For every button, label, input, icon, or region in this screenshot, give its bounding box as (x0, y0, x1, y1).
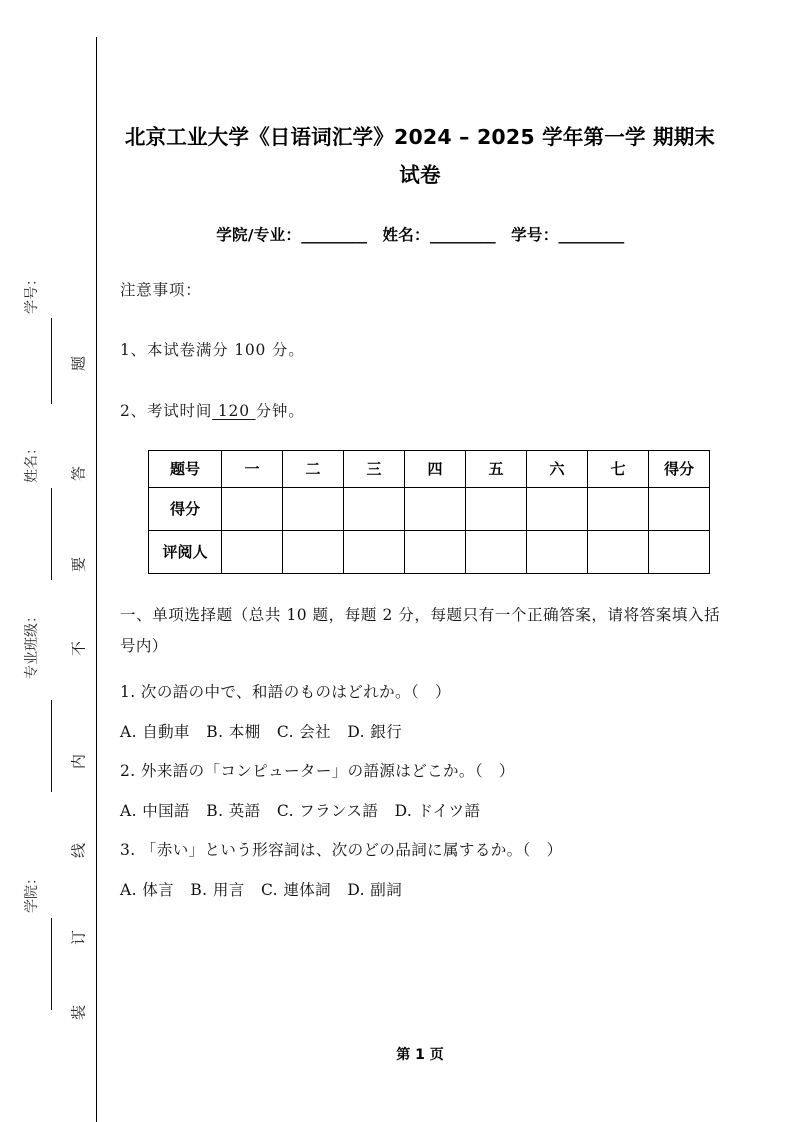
question-2-option-d[interactable]: D. ドイツ語 (394, 802, 481, 820)
score-table-header-6: 六 (527, 450, 588, 487)
seal-field-label-class: 专业班级： (24, 609, 40, 679)
question-1-option-b[interactable]: B. 本棚 (206, 723, 261, 741)
score-table-header-4: 四 (405, 450, 466, 487)
section-one-heading: 一、单项选择题（总共 10 题，每题 2 分，每题只有一个正确答案，请将答案填入括号内） (120, 605, 720, 655)
score-cell-1-5[interactable] (527, 530, 588, 573)
seal-inner-char-3: 不 (69, 641, 88, 657)
score-table-header-1: 一 (222, 450, 283, 487)
score-table-header-3: 三 (344, 450, 405, 487)
sealing-line-margin (0, 0, 110, 1122)
seal-field-label-student-id: 学号： (24, 272, 40, 314)
score-cell-1-7[interactable] (649, 530, 710, 573)
seal-field-label-name: 姓名： (24, 441, 40, 483)
sealing-line-vertical-rule (96, 37, 97, 1122)
score-table-header-2: 二 (283, 450, 344, 487)
score-cell-1-0[interactable] (222, 530, 283, 573)
notes-item-2 (120, 404, 720, 420)
student-id-label: 学号： (511, 226, 559, 244)
seal-inner-char-2: 要 (69, 557, 88, 573)
seal-field-rule-name (51, 488, 52, 580)
score-cell-1-1[interactable] (283, 530, 344, 573)
notes-item-2-prefix: 2、考试时间 (120, 402, 213, 420)
score-cell-0-5[interactable] (527, 487, 588, 530)
question-2-options (120, 804, 720, 820)
question-3-options (120, 883, 720, 899)
exam-title-line-2: 期期末试卷 (399, 125, 716, 187)
seal-field-rule-college (51, 918, 52, 1010)
score-row-label-grader: 评阅人 (149, 530, 222, 573)
score-cell-0-1[interactable] (283, 487, 344, 530)
page-number-footer: 第 1 页 (396, 1047, 444, 1063)
notes-item-2-suffix: 分钟。 (255, 402, 305, 420)
score-table-header-5: 五 (466, 450, 527, 487)
student-identity-line (120, 223, 720, 245)
page-title (120, 0, 720, 194)
exam-paper-body (120, 0, 720, 899)
score-cell-1-2[interactable] (344, 530, 405, 573)
question-2-option-c[interactable]: C. フランス語 (276, 802, 379, 820)
score-table-header-0: 题号 (149, 450, 222, 487)
college-major-blank[interactable]: _________ (301, 226, 367, 244)
question-3-option-d[interactable]: D. 副詞 (347, 881, 403, 899)
question-2-option-b[interactable]: B. 英語 (206, 802, 261, 820)
question-1-stem: 1. 次の語の中で、和語のものはどれか。（ ） (120, 682, 451, 701)
question-2-option-a[interactable]: A. 中国語 (120, 802, 190, 820)
table-row (149, 487, 710, 530)
notes-item-1: 1、本试卷满分 100 分。 (120, 340, 305, 359)
student-id-blank[interactable]: _________ (558, 226, 624, 244)
exam-title-line-1: 北京工业大学《日语词汇学》2024 – 2025 学年第一学 (124, 125, 646, 149)
seal-field-rule-class (51, 700, 52, 792)
seal-inner-char-5: 线 (69, 843, 88, 859)
name-blank[interactable]: _________ (429, 226, 496, 244)
score-cell-0-7[interactable] (649, 487, 710, 530)
score-cell-0-0[interactable] (222, 487, 283, 530)
score-table-header-7: 七 (588, 450, 649, 487)
score-table (148, 450, 710, 574)
college-major-label: 学院/专业： (216, 226, 302, 244)
score-cell-0-3[interactable] (405, 487, 466, 530)
score-cell-0-6[interactable] (588, 487, 649, 530)
score-cell-1-3[interactable] (405, 530, 466, 573)
question-1-option-a[interactable]: A. 自動車 (120, 723, 190, 741)
section-one (120, 600, 720, 899)
seal-inner-char-1: 答 (69, 466, 88, 482)
name-label: 姓名： (382, 226, 430, 244)
score-table-header-8: 得分 (649, 450, 710, 487)
seal-inner-char-7: 装 (69, 1005, 88, 1021)
score-cell-0-2[interactable] (344, 487, 405, 530)
score-cell-1-4[interactable] (466, 530, 527, 573)
seal-field-rule-student-id (51, 318, 52, 404)
question-3-option-a[interactable]: A. 体言 (120, 881, 175, 899)
question-3-stem: 3. 「赤い」という形容詞は、次のどの品詞に属するか。（ ） (120, 840, 563, 859)
score-row-label-score: 得分 (149, 487, 222, 530)
question-3-option-c[interactable]: C. 連体詞 (260, 881, 332, 899)
seal-inner-char-0: 题 (69, 356, 88, 372)
score-table-header-row (149, 450, 710, 487)
question-1-option-c[interactable]: C. 会社 (276, 723, 332, 741)
seal-inner-char-6: 订 (69, 930, 88, 946)
exam-duration-value: 120 (212, 402, 256, 420)
question-1-options (120, 725, 720, 741)
notes-heading: 注意事项： (120, 281, 202, 299)
question-2-stem: 2. 外来語の「コンピューター」の語源はどこか。（ ） (120, 761, 515, 780)
table-row (149, 530, 710, 573)
seal-inner-char-4: 内 (69, 754, 88, 770)
score-cell-0-4[interactable] (466, 487, 527, 530)
seal-field-label-college: 学院： (24, 871, 40, 913)
question-1-option-d[interactable]: D. 銀行 (347, 723, 403, 741)
question-3-option-b[interactable]: B. 用言 (190, 881, 245, 899)
score-cell-1-6[interactable] (588, 530, 649, 573)
